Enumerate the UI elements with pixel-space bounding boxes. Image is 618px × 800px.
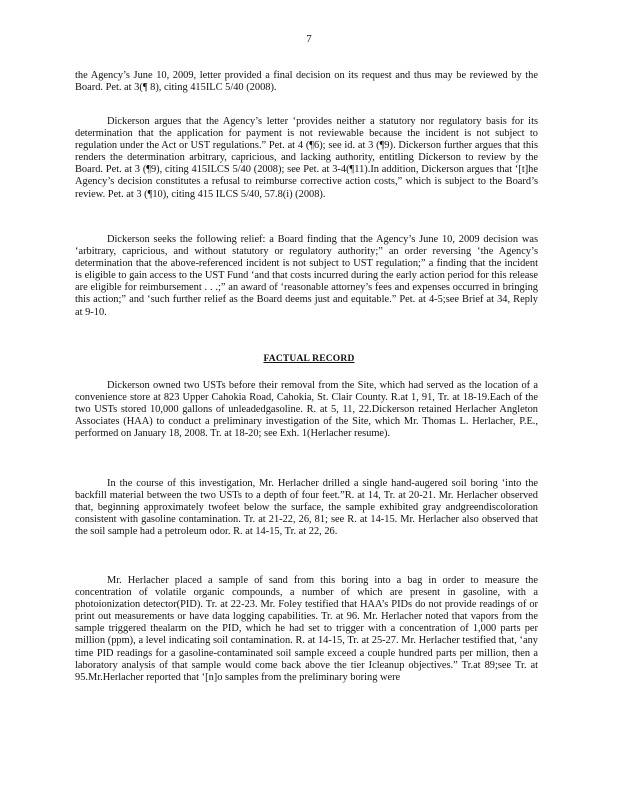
page-number: 7 bbox=[306, 33, 312, 45]
paragraph-2: Dickerson argues that the Agency’s letter ‘provides neither a statutory nor regulatory basis for its determination that the application for payment is not reviewable because the incident is not subject to regulation under the Act or UST regulations.” Pet. at 4 (¶6); see id. at 3 (¶9). Dickerson further argues that this renders the determination arbitrary, capricious, and lacking authority, entitling Dickerson to review by the Board. Pet. at 3 (¶9), citing 415ILCS 5/40 (2008); see Pet. at 3-4(¶11).In addition, Dickerson argues that ‘[t]he Agency’s decision constitutes a refusal to reimburse corrective action costs,” which is subject to the Board’s review. Pet. at 3 (¶10), citing 415 ILCS 5/40, 57.8(i) (2008). bbox=[75, 116, 538, 200]
paragraph-5: In the course of this investigation, Mr. Herlacher drilled a single hand-augered soil boring ‘into the backfill material between the two USTs to a depth of four feet.”R. at 14, Tr. at 20-21. Mr. Herlacher observed that, beginning approximately twofeet below the surface, the sample exhibited gray andgreendiscoloration consistent with gasoline contamination. Tr. at 21-22, 26, 81; see R. at 14-15. Mr. Herlacher also observed that the soil sample had a petroleum odor. R. at 14-15, Tr. at 22, 26. bbox=[75, 478, 538, 538]
paragraph-4: Dickerson owned two USTs before their removal from the Site, which had served as the location of a convenience store at 823 Upper Cahokia Road, Cahokia, St. Clair County. R.at 1, 91, Tr. at 18-19.Each of the two USTs stored 10,000 gallons of unleadedgasoline. R. at 5, 11, 22.Dickerson retained Herlacher Angleton Associates (HAA) to conduct a preliminary investigation of the Site, which Mr. Thomas L. Herlacher, P.E., performed on January 18, 2008. Tr. at 18-20; see Exh. 1(Herlacher resume). bbox=[75, 380, 538, 440]
paragraph-3: Dickerson seeks the following relief: a Board finding that the Agency’s June 10, 2009 decision was ‘arbitrary, capricious, and without statutory or regulatory authority;” an order reversing ‘the Agency’s determination that the above-referenced incident is not subject to UST regulation;” a finding that the incident is eligible to gain access to the UST Fund ‘and that costs incurred during the early action period for this release are eligible for reimbursement . . .;” an award of ‘reasonable attorney’s fees and expenses occurred in bringing this action;” and ‘such further relief as the Board deems just and equitable.” Pet. at 4-5;see Brief at 34, Reply at 9-10. bbox=[75, 234, 538, 318]
paragraph-1: the Agency’s June 10, 2009, letter provided a final decision on its request and thus may be reviewed by the Board. Pet. at 3(¶ 8), citing 415ILC 5/40 (2008). bbox=[75, 70, 538, 94]
section-heading: FACTUAL RECORD bbox=[263, 354, 355, 364]
paragraph-6: Mr. Herlacher placed a sample of sand from this boring into a bag in order to measure the concentration of volatile organic compounds, a number of which are present in gasoline, with a photoionization detector(PID). Tr. at 22-23. Mr. Foley testified that HAA’s PIDs do not provide readings of or print out measurements or have data logging capabilities. Tr. at 96. Mr. Herlacher noted that vapors from the sample triggered thealarm on the PID, which he had set to trigger with a concentration of 1,000 parts per million (ppm), a level indicating soil contamination. R. at 14-15, Tr. at 25-27. Mr. Herlacher testified that, ‘any time PID readings for a gasoline-contaminated soil sample exceed a couple hundred parts per million, then a laboratory analysis of that sample would come back above the tier Icleanup objectives.” Tr.at 89;see Tr. at 95.Mr.Herlacher reported that ‘[n]o samples from the preliminary boring were bbox=[75, 575, 538, 683]
